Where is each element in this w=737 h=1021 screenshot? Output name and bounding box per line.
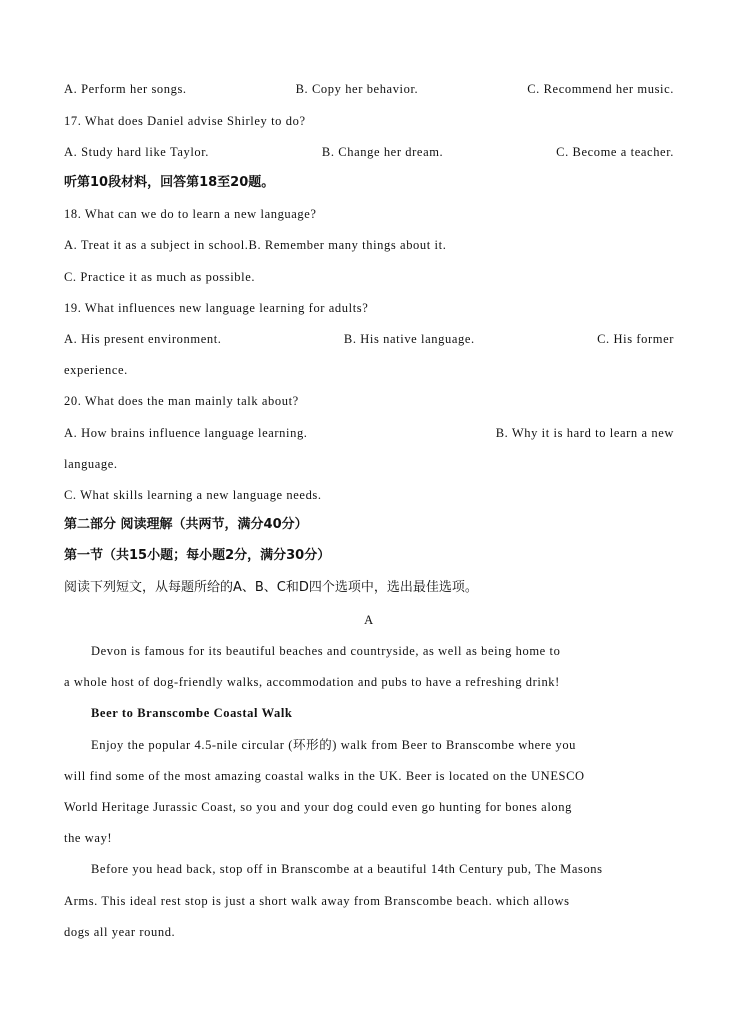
passage-p2-line2: will find some of the most amazing coastal walks in the UK. Beer is located on the UNESCO [64, 769, 585, 783]
passage-p2-line1: Enjoy the popular 4.5-nile circular (环形的) walk from Beer to Branscombe where you [91, 738, 577, 752]
q20-option-b-wrap: language. [64, 457, 118, 471]
q17-option-c: C. Become a teacher. [556, 145, 674, 159]
passage-p2-line4: the way! [64, 831, 113, 845]
q20-option-c: C. What skills learning a new language needs. [64, 488, 322, 502]
q20-option-b: B. Why it is hard to learn a new [495, 426, 674, 440]
q18-question: 18. What can we do to learn a new language? [64, 207, 317, 221]
passage-p1-line1: Devon is famous for its beautiful beaches and countryside, as well as being home to [91, 644, 561, 658]
q18-options-ab: A. Treat it as a subject in school.B. Remember many things about it. [64, 238, 447, 252]
q20-question: 20. What does the man mainly talk about? [64, 394, 299, 408]
section1-heading: 第一节（共15小题；每小题2分，满分30分） [64, 548, 331, 563]
q19-option-a: A. His present environment. [64, 332, 222, 346]
q18-option-c: C. Practice it as much as possible. [64, 270, 256, 284]
q20-options [64, 425, 674, 441]
passage-p3-line1: Before you head back, stop off in Branscombe at a beautiful 14th Century pub, The Masons [91, 862, 603, 876]
q16-option-c: C. Recommend her music. [527, 82, 674, 96]
q17-option-b: B. Change her dream. [321, 145, 444, 159]
part2-heading: 第二部分 阅读理解（共两节，满分40分） [64, 517, 308, 532]
q19-options [64, 331, 674, 347]
instructions: 阅读下列短文，从每题所给的A、B、C和D四个选项中，选出最佳选项。 [64, 580, 478, 595]
q16-options [64, 81, 674, 97]
passage-p3-line2: Arms. This ideal rest stop is just a short walk away from Branscombe beach. which allows [64, 894, 570, 908]
section10-heading: 听第10段材料，回答第18至20题。 [64, 175, 275, 190]
passage-p3-line3: dogs all year round. [64, 925, 176, 939]
q17-options [64, 144, 674, 160]
q19-option-c-wrap: experience. [64, 363, 128, 377]
q19-option-c: C. His former [597, 332, 674, 346]
passage-p1-line2: a whole host of dog-friendly walks, accommodation and pubs to have a refreshing drink! [64, 675, 560, 689]
q17-option-a: A. Study hard like Taylor. [64, 145, 210, 159]
q17-question: 17. What does Daniel advise Shirley to do? [64, 114, 306, 128]
passage-subtitle: Beer to Branscombe Coastal Walk [91, 706, 293, 720]
q19-question: 19. What influences new language learning for adults? [64, 301, 369, 315]
q16-option-b: B. Copy her behavior. [295, 82, 419, 96]
q16-option-a: A. Perform her songs. [64, 82, 187, 96]
q20-option-a: A. How brains influence language learning. [64, 426, 308, 440]
passage-p2-line3: World Heritage Jurassic Coast, so you and your dog could even go hunting for bones along [64, 800, 572, 814]
passage-label: A [364, 613, 374, 627]
q19-option-b: B. His native language. [343, 332, 475, 346]
